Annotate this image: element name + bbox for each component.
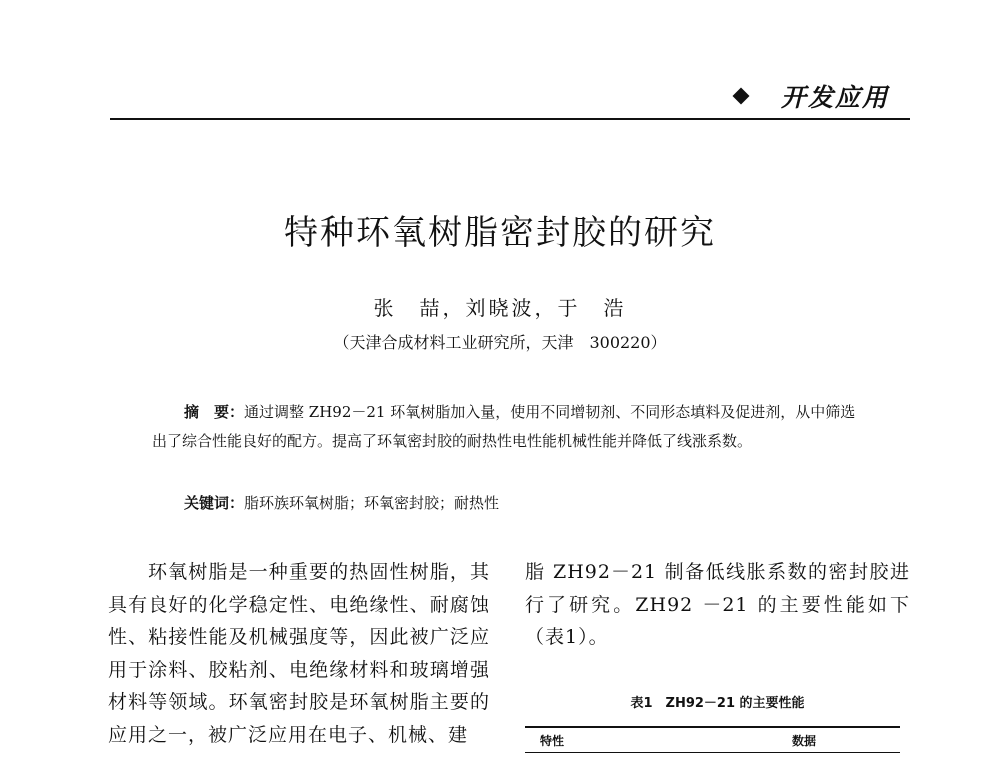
abstract [152, 398, 862, 456]
table-caption: 表1 ZH92－21 的主要性能 [630, 696, 805, 711]
table-header-data: 数据 [792, 734, 817, 748]
section-name: 开发应用 [781, 83, 890, 112]
diamond-icon [733, 88, 750, 105]
abstract-label: 摘 要： [184, 403, 245, 421]
abstract-text: 通过调整 ZH92－21 环氧树脂加入量，使用不同增韧剂、不同形态填料及促进剂，从中筛选出了综合性能良好的配方。提高了环氧密封胶的耐热性电性能机械性能并降低了线涨系数。 [152, 403, 856, 450]
article-authors: 张 喆，刘晓波，于 浩 [373, 296, 627, 320]
table-top-rule [525, 726, 900, 728]
article-affiliation: （天津合成材料工业研究所，天津 300220） [333, 333, 667, 352]
body-left-column: 环氧树脂是一种重要的热固性树脂，其具有良好的化学稳定性、电绝缘性、耐腐蚀性、粘接性能及机械强度等，因此被广泛应用于涂料、胶粘剂、电绝缘材料和玻璃增强材料等领域。环氧密封胶是环氧树脂主要的应用之一，被广泛应用在电子、机械、建 [108, 561, 490, 746]
keywords-text: 脂环族环氧树脂；环氧密封胶；耐热性 [244, 494, 500, 512]
table-header-property: 特性 [540, 734, 565, 748]
keywords-label: 关键词： [184, 494, 245, 512]
keywords [184, 489, 864, 518]
table-header-rule [525, 752, 900, 753]
article-title: 特种环氧树脂密封胶的研究 [284, 213, 716, 253]
body-right-column: 脂 ZH92－21 制备低线胀系数的密封胶进行了研究。ZH92 －21 的主要性能如下（表1）。 [525, 561, 910, 648]
header-rule [110, 118, 910, 120]
journal-section-header [735, 78, 889, 114]
